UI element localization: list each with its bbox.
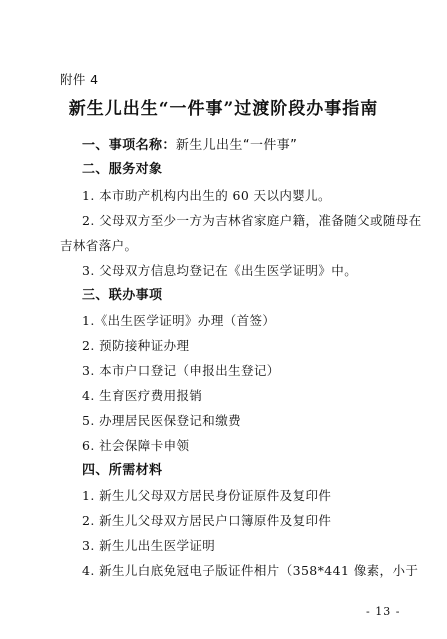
list-item: 6. 社会保障卡申领 [82, 438, 190, 453]
list-item: 2. 父母双方至少一方为吉林省家庭户籍，准备随父或随母在 [82, 213, 422, 228]
list-item: 3. 新生儿出生医学证明 [82, 538, 216, 553]
list-item: 2. 预防接种证办理 [82, 338, 190, 353]
section-1-value: 新生儿出生“一件事” [175, 138, 298, 153]
list-item: 2. 新生儿父母双方居民户口簿原件及复印件 [82, 513, 332, 528]
list-item-continuation: 吉林省落户。 [60, 238, 138, 253]
page-number: - 13 - [366, 605, 401, 618]
list-item: 1. 本市助产机构内出生的 60 天以内婴儿。 [82, 188, 331, 203]
list-item: 4. 新生儿白底免冠电子版证件相片（358*441 像素，小于 [82, 563, 419, 578]
list-item: 1. 新生儿父母双方居民身份证原件及复印件 [82, 488, 332, 503]
list-item: 4. 生育医疗费用报销 [82, 388, 203, 403]
document-title: 新生儿出生“一件事”过渡阶段办事指南 [68, 99, 379, 119]
section-2-heading: 二、服务对象 [82, 162, 163, 177]
section-1-heading: 一、事项名称： [82, 138, 176, 153]
list-item: 5. 办理居民医保登记和缴费 [82, 413, 242, 428]
list-item: 1.《出生医学证明》办理（首签） [82, 313, 276, 328]
section-1-row [82, 138, 297, 154]
attachment-label: 附件 4 [60, 72, 99, 87]
list-item: 3. 本市户口登记（申报出生登记） [82, 363, 280, 378]
section-4-heading: 四、所需材料 [82, 463, 163, 478]
list-item: 3. 父母双方信息均登记在《出生医学证明》中。 [82, 263, 358, 278]
section-3-heading: 三、联办事项 [82, 288, 163, 303]
